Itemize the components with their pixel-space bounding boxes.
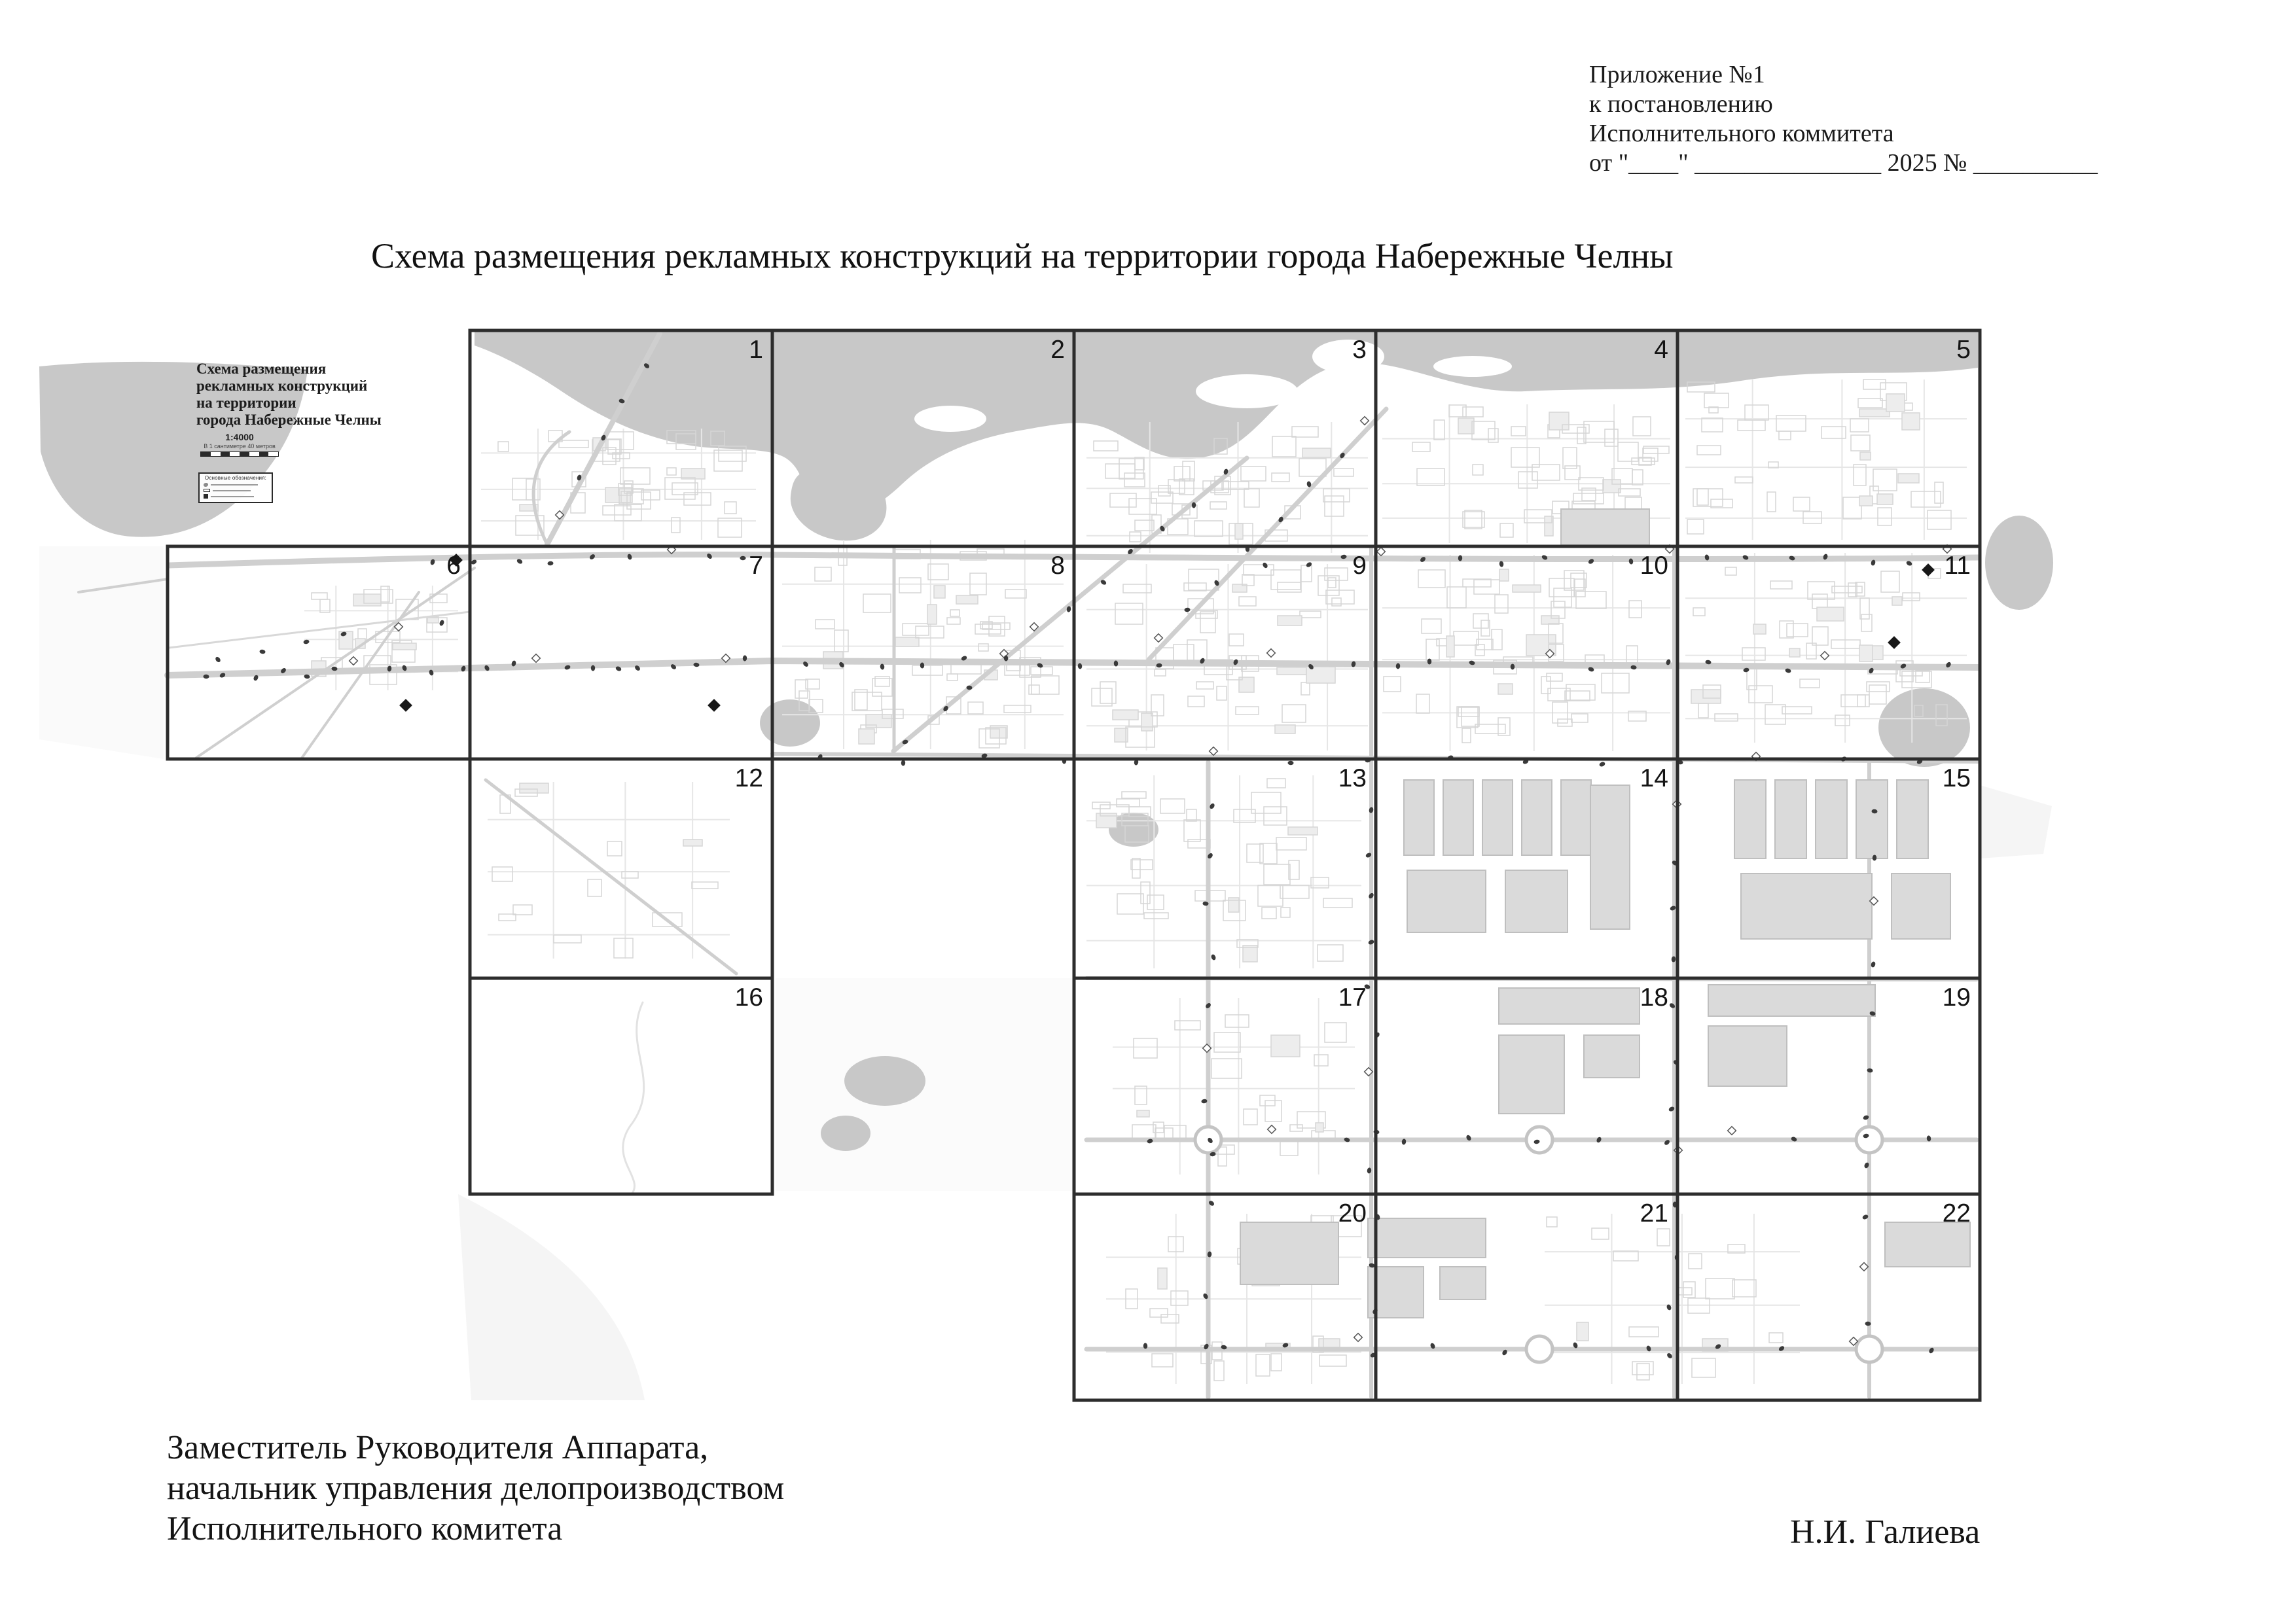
grid-cell-number: 12 (734, 764, 763, 792)
grid-cell-18 (1376, 978, 1677, 1194)
footer-position-line: Заместитель Руководителя Аппарата, (167, 1429, 709, 1466)
grid-cell-number: 8 (1050, 552, 1065, 580)
grid-cell-number: 20 (1338, 1199, 1367, 1227)
banner-rect-icon (204, 489, 210, 492)
grid-cell-number: 7 (749, 552, 763, 580)
grid-cell-number: 13 (1338, 764, 1367, 792)
grid-cell-21 (1376, 1194, 1677, 1400)
scale-bar (200, 451, 279, 457)
grid-cell-3 (1074, 330, 1376, 546)
inset-title-line: рекламных конструкций (196, 378, 368, 394)
footer-position-line: Исполнительного комитета (167, 1510, 563, 1547)
grid-cell-number: 9 (1352, 552, 1367, 580)
scale-bar-segment (230, 452, 240, 456)
legend-item (204, 488, 272, 493)
grid-cell-number: 11 (1944, 552, 1971, 580)
appendix-header (1589, 60, 2098, 178)
grid-cell-1 (470, 330, 772, 546)
billboard-square-icon (204, 494, 208, 499)
inset-title-line: города Набережные Челны (196, 412, 382, 428)
scale-bar-segment (201, 452, 211, 456)
legend-title: Основные обозначения: (204, 475, 267, 481)
legend-item (204, 494, 272, 499)
legend-item-text-placeholder (211, 496, 254, 497)
grid-cell-number: 14 (1640, 764, 1668, 792)
scale-caption: В 1 сантиметре 40 метров (204, 443, 276, 450)
scale-bar-segment (259, 452, 269, 456)
signature-name: Н.И. Галиева (1790, 1513, 1981, 1551)
scale-bar-segment (221, 452, 230, 456)
grid-cell-20 (1074, 1194, 1376, 1400)
grid-cell-22 (1677, 1194, 1980, 1400)
grid-cell-number: 10 (1640, 552, 1668, 580)
grid-cell-5 (1677, 330, 1980, 546)
point-cluster-icon (204, 483, 208, 487)
legend-item-text-placeholder (211, 484, 258, 485)
grid-cell-14 (1376, 759, 1677, 978)
grid-cell-13 (1074, 759, 1376, 978)
scale-bar-segment (211, 452, 221, 456)
grid-cell-16 (470, 978, 772, 1194)
legend-item (204, 482, 272, 487)
grid-cell-number: 18 (1640, 983, 1668, 1012)
grid-cell-8 (772, 546, 1074, 759)
grid-cell-number: 5 (1956, 336, 1971, 364)
grid-cell-number: 21 (1640, 1199, 1668, 1227)
scale-bar-segment (249, 452, 259, 456)
header-line: Приложение №1 (1589, 61, 1765, 88)
grid-cell-2 (772, 330, 1074, 546)
footer-position-line: начальник управления делопроизводством (167, 1470, 785, 1507)
scale-ratio: 1:4000 (225, 432, 254, 442)
map-legend (198, 472, 273, 503)
grid-cell-11 (1677, 546, 1980, 759)
grid-cell-number: 3 (1352, 336, 1367, 364)
grid-cell-number: 2 (1050, 336, 1065, 364)
scale-bar-segment (240, 452, 249, 456)
grid-cell-19 (1677, 978, 1980, 1194)
grid-cell-10 (1376, 546, 1677, 759)
map-scale-block (198, 432, 281, 457)
grid-cell-number: 6 (446, 552, 461, 580)
grid-cell-number: 19 (1942, 983, 1971, 1012)
grid-cell-number: 1 (749, 336, 763, 364)
header-line: Исполнительного коммитета (1589, 120, 1894, 147)
grid-cell-number: 15 (1942, 764, 1971, 792)
map-inset-title (196, 361, 419, 429)
grid-cell-number: 16 (734, 983, 763, 1012)
grid-cell-9 (1074, 546, 1376, 759)
grid-cell-6 (168, 546, 470, 759)
grid-cell-12 (470, 759, 772, 978)
page-title: Схема размещения рекламных конструкций на территории города Набережные Челны (371, 236, 1674, 275)
legend-item-text-placeholder (213, 490, 251, 491)
grid-cell-15 (1677, 759, 1980, 978)
header-line: к постановлению (1589, 90, 1773, 118)
grid-cell-17 (1074, 978, 1376, 1194)
header-line: от "____" _______________ 2025 № __________ (1589, 149, 2098, 177)
inset-title-line: на территории (196, 395, 296, 411)
scale-bar-segment (268, 452, 278, 456)
grid-cell-number: 4 (1654, 336, 1668, 364)
grid-cell-number: 17 (1338, 983, 1367, 1012)
grid-cell-7 (470, 546, 772, 759)
signature-position-block (167, 1428, 784, 1549)
inset-title-line: Схема размещения (196, 361, 327, 377)
grid-cell-number: 22 (1942, 1199, 1971, 1227)
grid-cell-4 (1376, 330, 1677, 546)
